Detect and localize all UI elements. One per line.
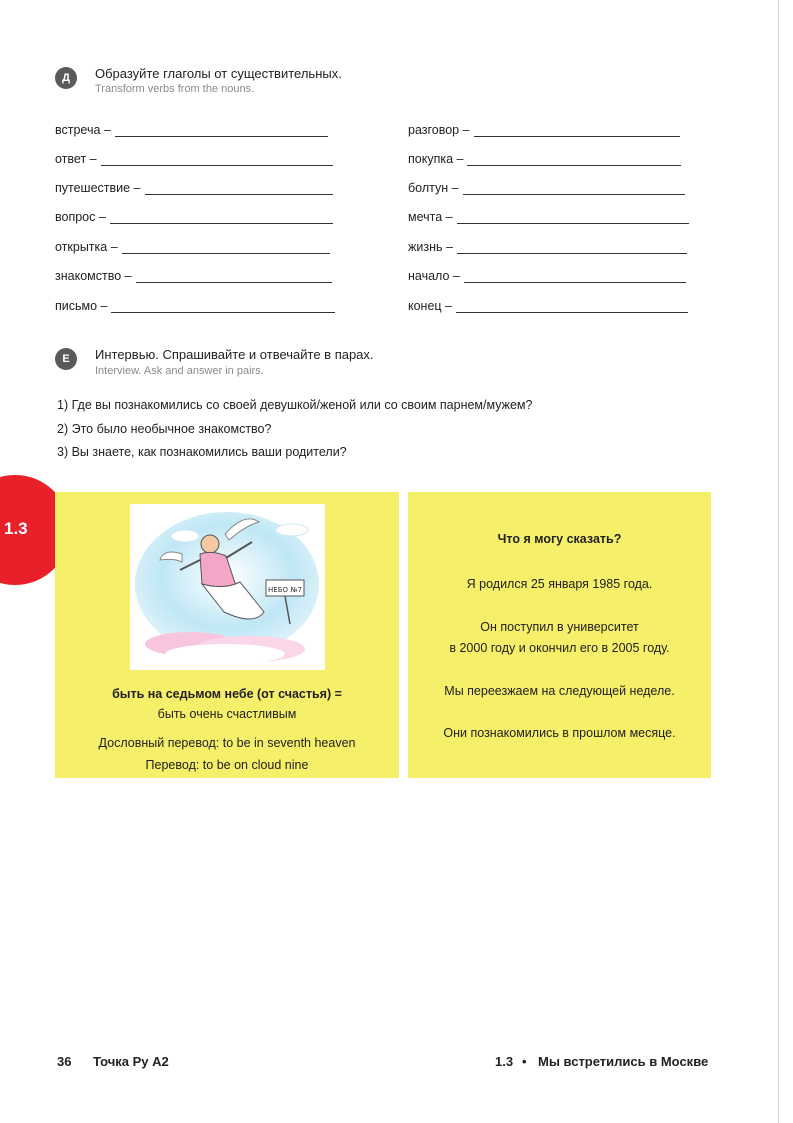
noun-label: путешествие –	[55, 181, 141, 195]
answer-line[interactable]	[115, 124, 328, 137]
idiom-box	[55, 492, 399, 778]
word-row	[55, 179, 333, 195]
answer-line[interactable]	[457, 211, 689, 224]
task-e-subtitle: Interview. Ask and answer in pairs.	[95, 365, 264, 377]
sign-text: НЕБО №7	[268, 586, 302, 594]
noun-label: знакомство –	[55, 269, 132, 283]
answer-line[interactable]	[464, 270, 686, 283]
phrase-line: Мы переезжаем на следующей неделе.	[444, 684, 675, 698]
task-d-badge: Д	[55, 67, 77, 89]
noun-label: открытка –	[55, 240, 118, 254]
idiom-literal: Дословный перевод: to be in seventh heaven	[98, 736, 356, 750]
task-e-badge: Е	[55, 348, 77, 370]
phrase-line: в 2000 году и окончил его в 2005 году.	[449, 641, 670, 655]
word-row	[55, 121, 328, 137]
word-row	[55, 150, 333, 166]
answer-line[interactable]	[467, 153, 681, 166]
noun-label: разговор –	[408, 123, 470, 137]
noun-label: болтун –	[408, 181, 459, 195]
noun-label: встреча –	[55, 123, 111, 137]
task-d-subtitle: Transform verbs from the nouns.	[95, 83, 255, 95]
noun-label: конец –	[408, 299, 453, 313]
word-row	[408, 208, 689, 224]
task-d-title: Образуйте глаголы от существительных.	[95, 66, 342, 81]
word-row	[408, 297, 688, 313]
answer-line[interactable]	[457, 241, 687, 254]
answer-line[interactable]	[110, 211, 333, 224]
answer-line[interactable]	[101, 153, 333, 166]
phrase-line: Они познакомились в прошлом месяце.	[443, 726, 676, 740]
noun-label: мечта –	[408, 210, 453, 224]
phrase-line: Он поступил в университет	[480, 620, 639, 634]
answer-line[interactable]	[145, 182, 333, 195]
phrase-line: Я родился 25 января 1985 года.	[466, 577, 653, 591]
answer-line[interactable]	[474, 124, 680, 137]
idiom-meaning: быть очень счастливым	[157, 707, 297, 721]
question-item: 1) Где вы познакомились со своей девушкой/женой или со своим парнем/мужем?	[57, 398, 533, 412]
phrases-box	[408, 492, 711, 778]
chapter-title: Мы встретились в Москве	[538, 1054, 709, 1069]
word-row	[408, 150, 681, 166]
answer-line[interactable]	[136, 270, 332, 283]
question-item: 2) Это было необычное знакомство?	[57, 422, 272, 436]
noun-label: ответ –	[55, 152, 97, 166]
word-row	[408, 238, 687, 254]
section-tab-label: 1.3	[4, 519, 28, 538]
noun-label: начало –	[408, 269, 460, 283]
page-edge	[778, 0, 779, 1123]
question-item: 3) Вы знаете, как познакомились ваши родители?	[57, 445, 347, 459]
angel-illustration	[130, 504, 325, 670]
phrases-heading: Что я могу сказать?	[497, 532, 622, 546]
word-row	[55, 238, 330, 254]
book-title: Точка Ру А2	[93, 1054, 169, 1069]
idiom-translation: Перевод: to be on cloud nine	[145, 758, 309, 772]
chapter-number: 1.3	[495, 1054, 514, 1069]
noun-label: жизнь –	[408, 240, 453, 254]
answer-line[interactable]	[111, 300, 335, 313]
page-number: 36	[57, 1054, 72, 1069]
answer-line[interactable]	[456, 300, 688, 313]
word-row	[408, 179, 685, 195]
answer-line[interactable]	[463, 182, 685, 195]
footer-bullet: •	[522, 1054, 527, 1069]
word-row	[408, 267, 686, 283]
word-row	[55, 297, 335, 313]
noun-label: вопрос –	[55, 210, 106, 224]
idiom-heading: быть на седьмом небе (от счастья) =	[112, 687, 342, 701]
word-row	[408, 121, 680, 137]
word-row	[55, 267, 332, 283]
noun-label: письмо –	[55, 299, 108, 313]
word-row	[55, 208, 333, 224]
answer-line[interactable]	[122, 241, 330, 254]
noun-label: покупка –	[408, 152, 464, 166]
task-e-title: Интервью. Спрашивайте и отвечайте в парах.	[95, 347, 374, 362]
